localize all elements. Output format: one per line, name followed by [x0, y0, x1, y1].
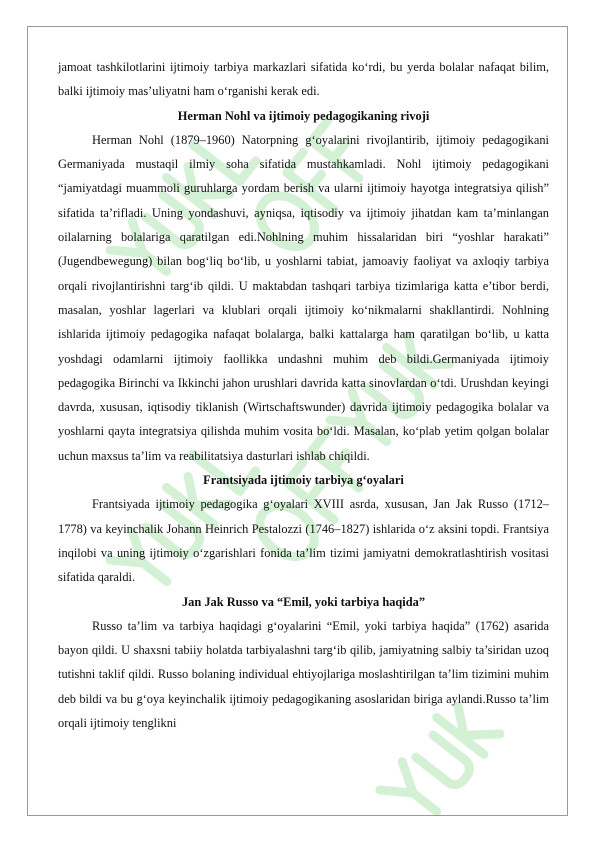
heading-france: Frantsiyada ijtimoiy tarbiya g‘oyalari [203, 473, 404, 488]
paragraph-intro: jamoat tashkilotlarini ijtimoiy tarbiya markazlari sifatida ko‘rdi, bu yerda bolalar nafaqat bilim, balki ijtimoiy mas’uliyatni ham o‘rganishi kerak edi. [58, 60, 549, 99]
paragraph-france: Frantsiyada ijtimoiy pedagogika g‘oyalari XVIII asrda, xususan, Jan Jak Russo (1712–1778) va keyinchalik Johann Heinrich Pestalozzi (1746–1827) ishlarida o‘z aksini topdi. Frantsiya inqilobi va uning ijtimoiy o‘zgarishlari fonida ta’lim tizimi jamiyatni demokratlashtirish vositasi sifatida qaraldi. [58, 497, 549, 585]
paragraph-nohl: Herman Nohl (1879–1960) Natorpning g‘oyalarini rivojlantirib, ijtimoiy pedagogikani Germaniyada mustaqil ilmiy soha sifatida mustahkamladi. Nohl ijtimoiy pedagogikani “jamiyatdagi muammoli guruhlarga yordam berish va ularni ijtimoiy hayotga integratsiya qilish” sifatida ta’rifladi. Uning yondashuvi, ayniqsa, iqtisodiy va ijtimoiy jihatdan kam ta’minlangan oilalarning bolalariga qaratilgan edi.Nohlning muhim hissalaridan biri “yoshlar harakati” (Jugendbewegung) bilan bog‘liq bo‘lib, u yoshlarni tabiat, jamoaviy faoliyat va axloqiy tarbiya orqali rivojlantirishni targ‘ib qildi. U maktabdan tashqari tarbiya tizimlariga katta e’tibor berdi, masalan, yoshlar lagerlari va klublari orqali ijtimoiy ko‘nikmalarni shakllantirdi. Nohlning ishlarida ijtimoiy pedagogika nafaqat bolalarga, balki kattalarga ham qaratilgan bo‘lib, u katta yoshdagi odamlarni ijtimoiy faollikka undashni muhim deb bildi.Germaniyada ijtimoiy pedagogika Birinchi va Ikkinchi jahon urushlari davrida katta sinovlardan o‘tdi. Urushdan keyingi davrda, xususan, iqtisodiy tiklanish (Wirtschaftswunder) davrida ijtimoiy pedagogika bolalar va yoshlarni qayta integratsiya qilishda muhim vosita bo‘ldi. Masalan, ko‘plab yetim qolgan bolalar uchun maxsus ta’lim va reabilitatsiya dasturlari ishlab chiqildi. [58, 132, 549, 463]
paragraph-rousseau: Russo ta’lim va tarbiya haqidagi g‘oyalarini “Emil, yoki tarbiya haqida” (1762) asarida bayon qildi. U shaxsni tabiiy holatda tarbiyalashni targ‘ib qilib, jamiyatning salbiy ta’siridan uzoq tutishni taklif qildi. Russo bolaning individual ehtiyojlariga moslashtirilgan ta’lim tizimini muhim deb bildi va bu g‘oya keyinchalik ijtimoiy pedagogikaning asoslaridan biriga aylandi.Russo ta’lim orqali ijtimoiy tenglikni [58, 618, 549, 731]
heading-nohl: Herman Nohl va ijtimoiy pedagogikaning rivoji [177, 108, 430, 123]
heading-rousseau: Jan Jak Russo va “Emil, yoki tarbiya haqida” [181, 594, 426, 609]
document-body [58, 55, 549, 735]
